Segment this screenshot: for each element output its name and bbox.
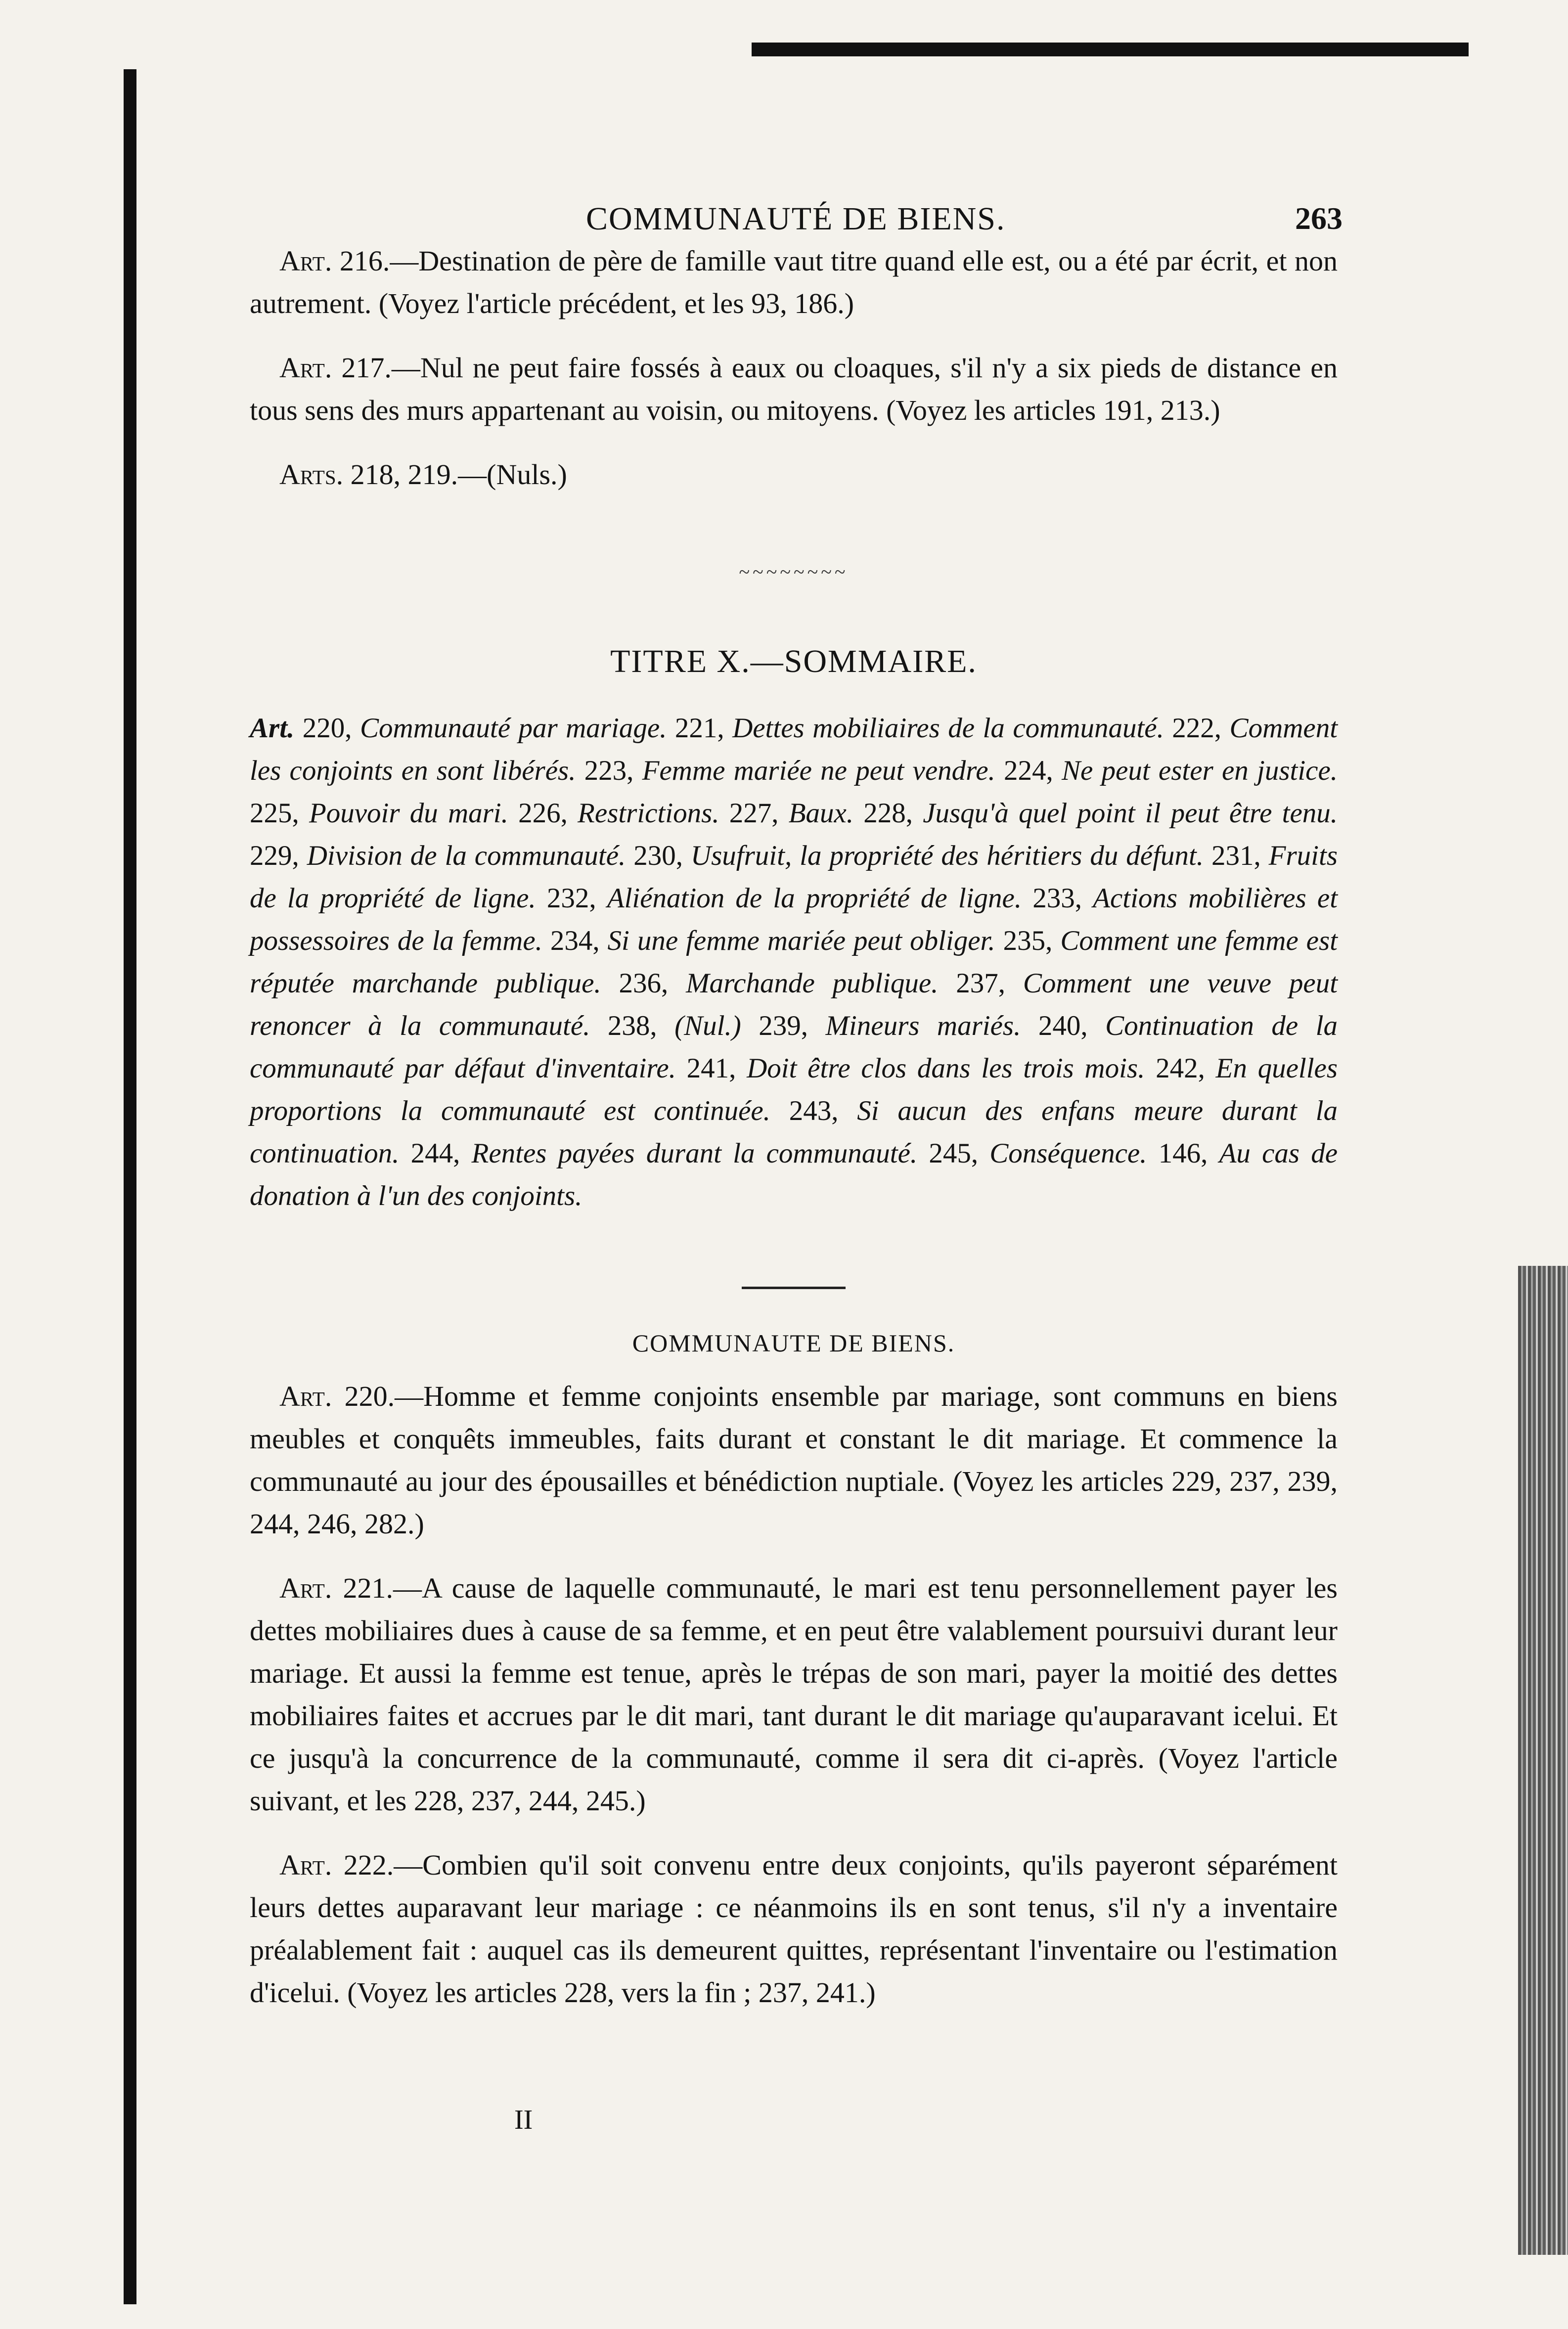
summary-entry: Aliénation de la propriété de ligne. [607, 883, 1022, 914]
summary-entry: Usufruit, la propriété des héritiers du défunt. [690, 840, 1204, 871]
summary-number: 244, [399, 1138, 472, 1169]
summary-entry: Rentes payées durant la communauté. [471, 1138, 918, 1169]
summary-number: 220, [294, 713, 360, 744]
running-title: COMMUNAUTÉ DE BIENS. [586, 201, 1006, 237]
scan-edge-noise [1518, 1266, 1568, 2255]
page [250, 190, 1343, 2036]
articles-top [250, 240, 1338, 496]
summary-number: 245, [917, 1138, 990, 1169]
article-text: 217.—Nul ne peut faire fossés à eaux ou cloaques, s'il n'y a six pieds de distance en tous sens des murs appartenant au voisin, ou mitoyens. (Voyez les articles 191, 213.) [250, 352, 1338, 426]
section-title: TITRE X.—SOMMAIRE. [610, 643, 977, 679]
article-221 [250, 1567, 1338, 1822]
summary-entry: Ne peut ester en justice. [1062, 755, 1338, 786]
article-label: Art. [279, 1572, 332, 1604]
summary-entry: Comment les conjoints en sont libérés. [250, 713, 1338, 786]
articles-bottom [250, 1375, 1338, 2014]
summary-number: 234, [542, 925, 608, 956]
summary-entry: Dettes mobiliaires de la communauté. [732, 713, 1164, 744]
summary-number: 238, [590, 1010, 675, 1041]
summary-number: 241, [675, 1053, 747, 1084]
summary-number: 224, [995, 755, 1062, 786]
article-text: 222.—Combien qu'il soit convenu entre deux conjoints, qu'ils payeront séparément leurs dettes auparavant leur mariage : ce néanmoins ils en sont tenus, s'il n'y a inventaire préalablement fait : auquel cas ils demeurent quittes, représentant l'inventaire ou l'estimation d'icelui. (Voyez les articles 228, vers la fin ; 237, 241.) [250, 1849, 1338, 2009]
summary-entry: Communauté par mariage. [360, 713, 667, 744]
running-head [250, 190, 1343, 240]
summary-number: 236, [601, 968, 686, 999]
summary-number: 146, [1147, 1138, 1219, 1169]
summary-number: 228, [853, 798, 923, 829]
summary-entry: Baux. [788, 798, 854, 829]
summary-number: 225, [250, 798, 309, 829]
article-label: Arts. [279, 458, 344, 491]
article-218-219 [250, 453, 1338, 496]
summary-number: 235, [995, 925, 1061, 956]
scan-border-left [124, 69, 136, 2304]
summary-entry: Continuation de la communauté par défaut d'inventaire. [250, 1010, 1338, 1084]
summary-entry: Pouvoir du mari. [309, 798, 508, 829]
article-text: 218, 219.—(Nuls.) [343, 458, 567, 491]
summary-entry: Mineurs mariés. [825, 1010, 1021, 1041]
page-number: 263 [1295, 201, 1343, 236]
summary-number: 222, [1164, 713, 1230, 744]
summary-entry: Actions mobilières et possessoires de la femme. [250, 883, 1338, 956]
summary-entry: (Nul.) [674, 1010, 741, 1041]
scan-border-top [752, 43, 1469, 56]
article-label: Art. [279, 352, 332, 384]
summary-number: 227, [719, 798, 789, 829]
summary-label: Art. [250, 713, 295, 744]
summary-entry: En quelles proportions la communauté est continuée. [250, 1053, 1338, 1126]
article-220 [250, 1375, 1338, 1545]
ornament-divider: ~~~~~~~~ [739, 561, 849, 583]
article-text: 216.—Destination de père de famille vaut titre quand elle est, ou a été par écrit, et non autrement. (Voyez l'article précédent, et les 93, 186.) [250, 245, 1338, 319]
summary-entry: Restrictions. [578, 798, 719, 829]
summary-entry: Si une femme mariée peut obliger. [607, 925, 995, 956]
summary-entry: Marchande publique. [686, 968, 939, 999]
summary-entry: Comment une femme est réputée marchande publique. [250, 925, 1338, 999]
sub-title: COMMUNAUTE DE BIENS. [632, 1329, 955, 1357]
article-text: 220.—Homme et femme conjoints ensemble par mariage, sont communs en biens meubles et conquêts immeubles, faits durant et constant le dit mariage. Et commence la communauté au jour des épousailles et bénédiction nuptiale. (Voyez les articles 229, 237, 239, 244, 246, 282.) [250, 1380, 1338, 1540]
article-216 [250, 240, 1338, 325]
article-text: 221.—A cause de laquelle communauté, le mari est tenu personnellement payer les dettes mobiliaires dues à cause de sa femme, et en peut être valablement poursuivi durant leur mariage. Et aussi la femme est tenue, après le trépas de son mari, payer la moitié des dettes mobiliaires faites et accrues par le dit mari, tant durant le dit mariage qu'auparavant icelui. Et ce jusqu'à la concurrence de la communauté, comme il sera dit ci-après. (Voyez l'article suivant, et les 228, 237, 244, 245.) [250, 1572, 1338, 1817]
section-divider [742, 1287, 846, 1289]
article-222 [250, 1844, 1338, 2014]
summary-entry: Comment une veuve peut renoncer à la communauté. [250, 968, 1338, 1041]
summary-number: 239, [741, 1010, 826, 1041]
summary-number: 242, [1145, 1053, 1216, 1084]
summary-number: 240, [1021, 1010, 1106, 1041]
summary-number: 226, [508, 798, 578, 829]
signature-mark: II [514, 2105, 533, 2135]
summary-number: 232, [536, 883, 607, 914]
summary-entry: Si aucun des enfans meure durant la continuation. [250, 1095, 1338, 1169]
article-217 [250, 347, 1338, 432]
article-label: Art. [279, 245, 332, 277]
summary-entry: Au cas de donation à l'un des conjoints. [250, 1138, 1338, 1211]
summary-number: 237, [938, 968, 1023, 999]
summary-entry: Doit être clos dans les trois mois. [747, 1053, 1145, 1084]
summary-entry: Fruits de la propriété de ligne. [250, 840, 1338, 914]
summary-number: 229, [250, 840, 307, 871]
summary-number: 221, [667, 713, 733, 744]
article-label: Art. [279, 1380, 332, 1412]
summary-number: 223, [576, 755, 642, 786]
summary-entry: Femme mariée ne peut vendre. [642, 755, 995, 786]
summary-number: 230, [626, 840, 691, 871]
summary-number: 231, [1204, 840, 1269, 871]
summary-number: 243, [770, 1095, 857, 1126]
summary-entry: Jusqu'à quel point il peut être tenu. [923, 798, 1338, 829]
summary-number: 233, [1022, 883, 1093, 914]
summary-entry: Conséquence. [989, 1138, 1147, 1169]
article-label: Art. [279, 1849, 332, 1881]
summary-entry: Division de la communauté. [307, 840, 626, 871]
summary-paragraph [250, 707, 1338, 1217]
